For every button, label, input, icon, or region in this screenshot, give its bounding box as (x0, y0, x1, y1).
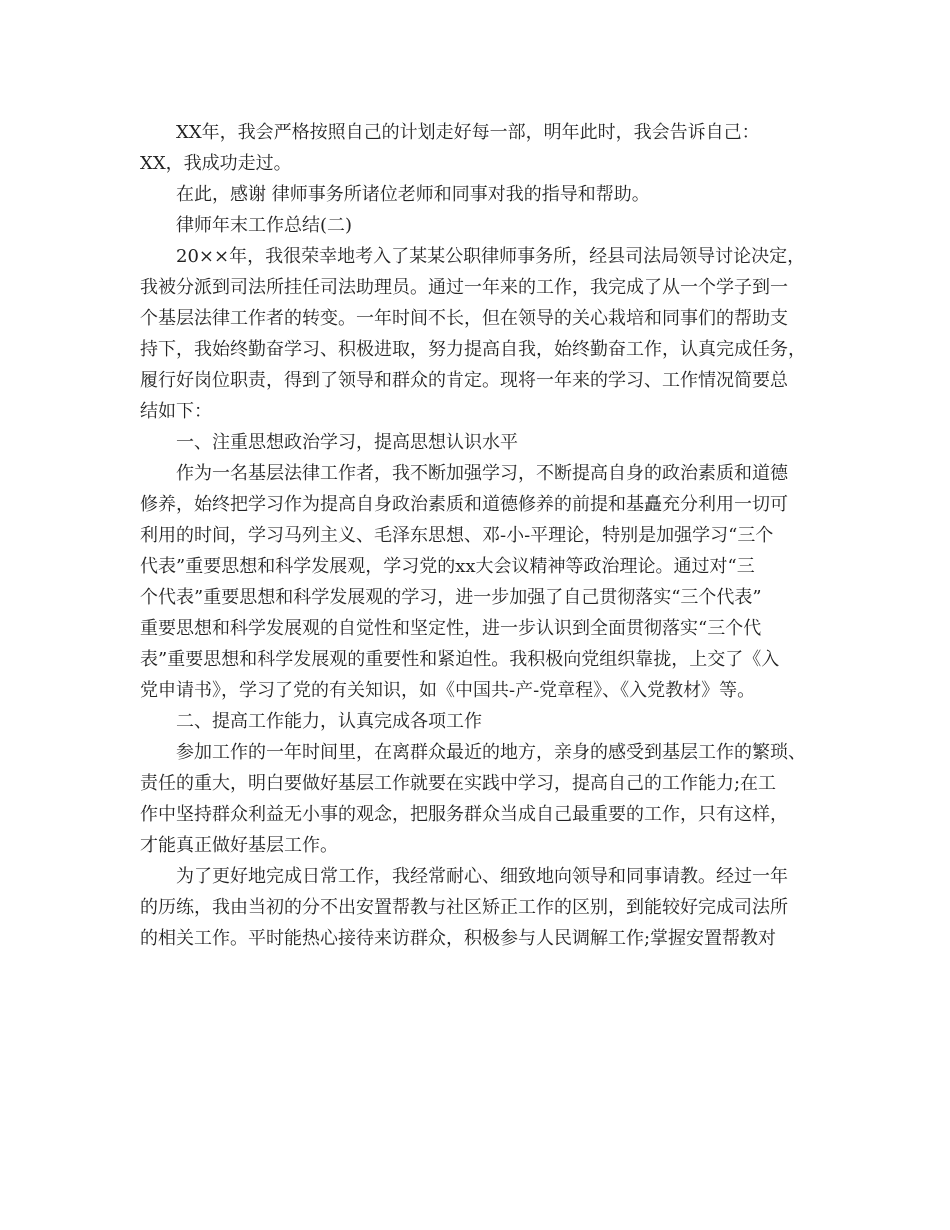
text-line: 利用的时间，学习马列主义、毛泽东思想、邓-小-平理论，特别是加强学习“三个 (140, 525, 774, 546)
text-line: 持下，我始终勤奋学习、积极进取，努力提高自我，始终勤奋工作，认真完成任务， (140, 339, 806, 360)
text-line: 为了更好地完成日常工作，我经常耐心、细致地向领导和同事请教。经过一年 (176, 866, 788, 887)
document-body (140, 117, 830, 954)
text-line: XX，我成功走过。 (140, 153, 292, 174)
text-line: 个基层法律工作者的转变。一年时间不长，但在领导的关心栽培和同事们的帮助支 (140, 308, 788, 329)
text-line: 表”重要思想和科学发展观的重要性和紧迫性。我积极向党组织靠拢，上交了《入 (140, 649, 780, 670)
text-line: 个代表”重要思想和科学发展观的学习，进一步加强了自己贯彻落实“三个代表” (140, 587, 762, 608)
text-line: XX年，我会严格按照自己的计划走好每一部，明年此时，我会告诉自己： (176, 122, 760, 143)
section-heading: 一、注重思想政治学习，提高思想认识水平 (176, 432, 518, 453)
text-line: 代表”重要思想和科学发展观，学习党的xx大会议精神等政治理论。通过对“三 (140, 556, 755, 577)
text-line: 作为一名基层法律工作者，我不断加强学习，不断提高自身的政治素质和道德 (176, 463, 788, 484)
text-line: 参加工作的一年时间里，在离群众最近的地方，亲身的感受到基层工作的繁琐、 (176, 742, 806, 763)
text-line: 我被分派到司法所挂任司法助理员。通过一年来的工作，我完成了从一个学子到一 (140, 277, 788, 298)
text-line: 修养，始终把学习作为提高自身政治素质和道德修养的前提和基矗充分利用一切可 (140, 494, 788, 515)
text-line: 结如下： (140, 401, 212, 422)
text-line: 才能真正做好基层工作。 (140, 835, 338, 856)
text-line: 履行好岗位职责，得到了领导和群众的肯定。现将一年来的学习、工作情况简要总 (140, 370, 788, 391)
section-heading: 律师年末工作总结(二) (176, 215, 353, 236)
text-line: 作中坚持群众利益无小事的观念，把服务群众当成自己最重要的工作，只有这样， (140, 804, 788, 825)
text-line: 责任的重大，明白要做好基层工作就要在实践中学习，提高自己的工作能力;在工 (140, 773, 777, 794)
section-heading: 二、提高工作能力，认真完成各项工作 (176, 711, 482, 732)
text-line: 在此，感谢 律师事务所诸位老师和同事对我的指导和帮助。 (176, 184, 650, 205)
text-line: 的相关工作。平时能热心接待来访群众，积极参与人民调解工作;掌握安置帮教对 (140, 928, 777, 949)
text-line: 重要思想和科学发展观的自觉性和坚定性，进一步认识到全面贯彻落实“三个代 (140, 618, 762, 639)
text-line: 党申请书》，学习了党的有关知识，如《中国共-产-党章程》、《入党教材》等。 (140, 680, 756, 701)
text-line: 的历练，我由当初的分不出安置帮教与社区矫正工作的区别，到能较好完成司法所 (140, 897, 788, 918)
text-line: 20××年，我很荣幸地考入了某某公职律师事务所，经县司法局领导讨论决定， (176, 246, 806, 267)
